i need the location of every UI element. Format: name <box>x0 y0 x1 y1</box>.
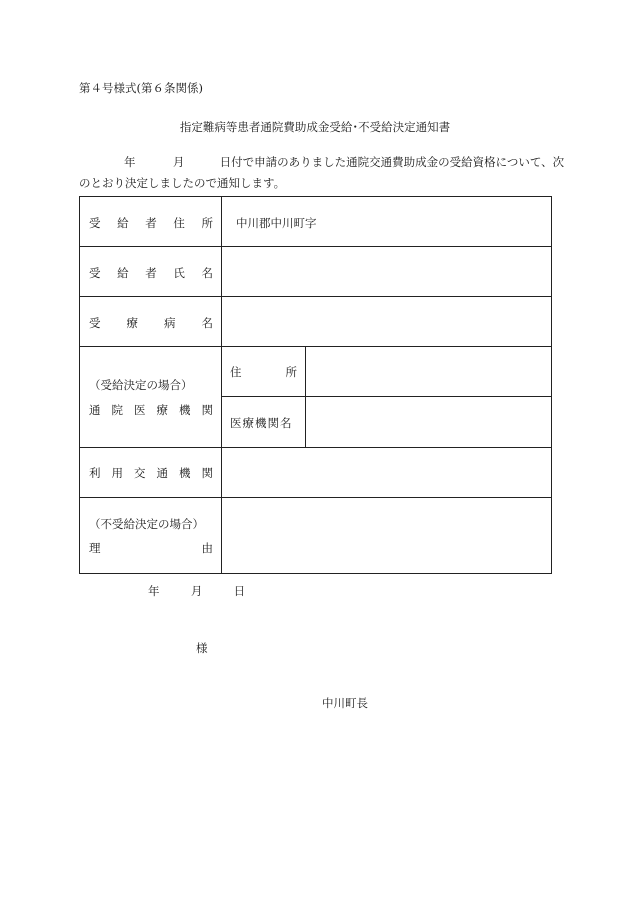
date-year: 年 <box>148 584 160 598</box>
form-number: 第４号様式(第６条関係) <box>79 81 203 95</box>
table-rule <box>79 296 552 297</box>
table-rule <box>79 246 552 247</box>
table-rule <box>79 447 552 448</box>
addressee-suffix: 様 <box>196 641 208 655</box>
intro-line-1 <box>124 154 564 170</box>
intro-line-2: のとおり決定しましたので通知します。 <box>79 176 286 190</box>
document-title: 指定難病等患者通院費助成金受給･不受給決定通知書 <box>179 120 451 134</box>
label-reason: 理 由 <box>89 541 213 555</box>
label-recipient-name: 受 給 者 氏 名 <box>89 266 213 280</box>
label-rejected-case: （不受給決定の場合） <box>89 517 204 531</box>
intro-month: 月 <box>172 155 185 169</box>
intro-rest: 日付で申請のありました通院交通費助成金の受給資格について、次 <box>219 155 565 169</box>
intro-year: 年 <box>124 155 136 169</box>
table-border-left <box>79 196 80 573</box>
table-border-bottom <box>79 573 552 574</box>
label-approved-case: （受給決定の場合） <box>89 378 193 392</box>
date-month: 月 <box>190 584 203 598</box>
table-rule <box>79 497 552 498</box>
label-medical-institution: 通 院 医 療 機 関 <box>89 403 213 417</box>
issue-date <box>148 583 245 599</box>
table-border-top <box>79 196 552 197</box>
table-subcolumn-divider <box>305 346 306 447</box>
table-column-divider <box>221 196 222 573</box>
label-recipient-address: 受 給 者 住 所 <box>89 216 213 230</box>
table-border-right <box>551 196 552 573</box>
date-day: 日 <box>233 584 246 598</box>
label-institution-address: 住 所 <box>230 365 297 379</box>
label-transport: 利 用 交 通 機 関 <box>89 466 213 480</box>
label-disease-name: 受 療 病 名 <box>89 316 213 330</box>
table-rule <box>79 346 552 347</box>
table-rule <box>221 396 552 397</box>
value-recipient-address: 中川郡中川町字 <box>236 216 317 230</box>
issuer-name: 中川町長 <box>322 696 368 710</box>
label-institution-name: 医療機関名 <box>230 416 293 430</box>
